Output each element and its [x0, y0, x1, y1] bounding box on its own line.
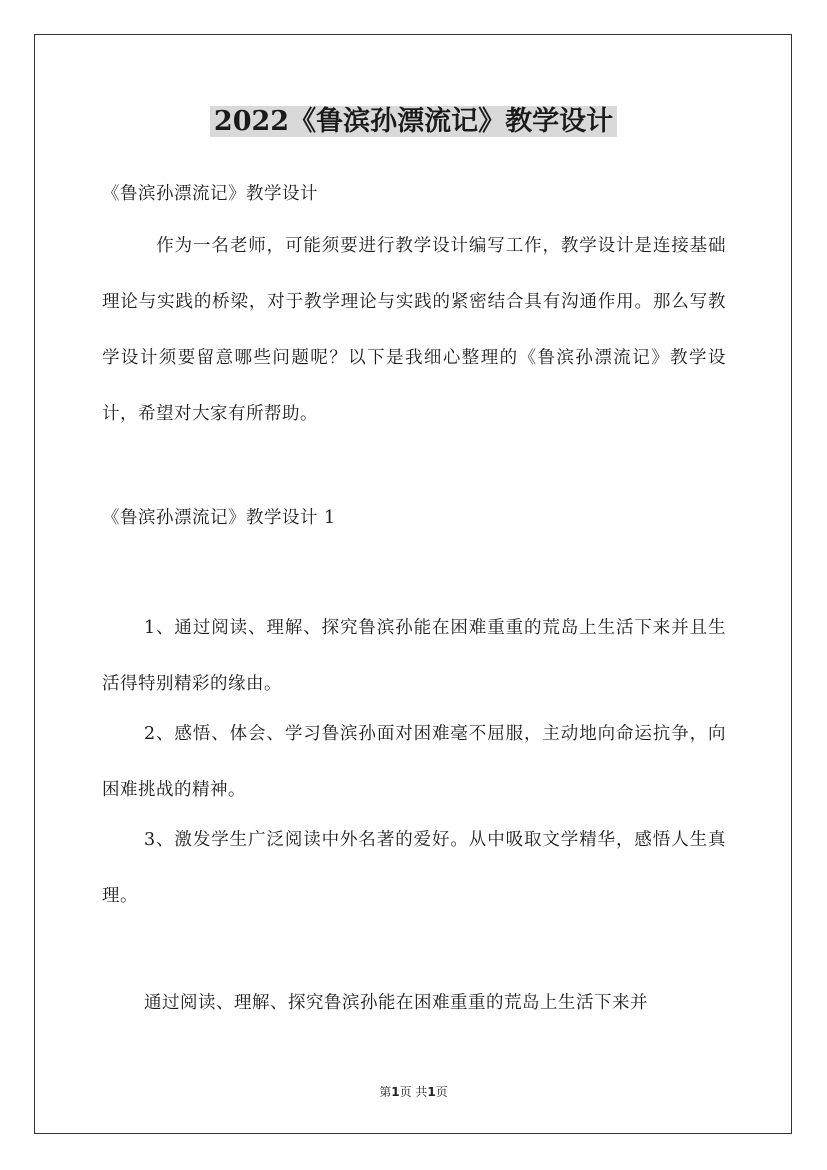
document-subtitle: 《鲁滨孙漂流记》教学设计: [102, 184, 318, 204]
goal-item-3: 3、激发学生广泛阅读中外名著的爱好。从中吸取文学精华，感悟人生真理。: [102, 830, 726, 906]
document-title-text: 2022《鲁滨孙漂流记》教学设计: [210, 106, 617, 137]
footer-mid: 页 共: [399, 1085, 428, 1099]
closing-paragraph: 通过阅读、理解、探究鲁滨孙能在困难重重的荒岛上生活下来并: [144, 993, 648, 1013]
footer-suffix: 页: [435, 1085, 448, 1099]
footer-prefix: 第: [379, 1085, 392, 1099]
section-heading: 《鲁滨孙漂流记》教学设计 1: [102, 508, 336, 528]
goal-item-2: 2、感悟、体会、学习鲁滨孙面对困难毫不屈服，主动地向命运抗争，向困难挑战的精神。: [102, 724, 726, 800]
footer-page-total: 1: [427, 1085, 436, 1099]
document-title: [0, 100, 827, 144]
page-footer: [0, 1083, 827, 1100]
footer-page-number: 1: [391, 1085, 400, 1099]
intro-paragraph: 作为一名老师，可能须要进行教学设计编写工作，教学设计是连接基础理论与实践的桥梁，对于教学理论与实践的紧密结合具有沟通作用。那么写教学设计须要留意哪些问题呢？以下是我细心整理的《鲁滨孙漂流记》教学设计，希望对大家有所帮助。: [102, 236, 726, 424]
goal-item-1: 1、通过阅读、理解、探究鲁滨孙能在困难重重的荒岛上生活下来并且生活得特别精彩的缘由。: [102, 618, 726, 694]
